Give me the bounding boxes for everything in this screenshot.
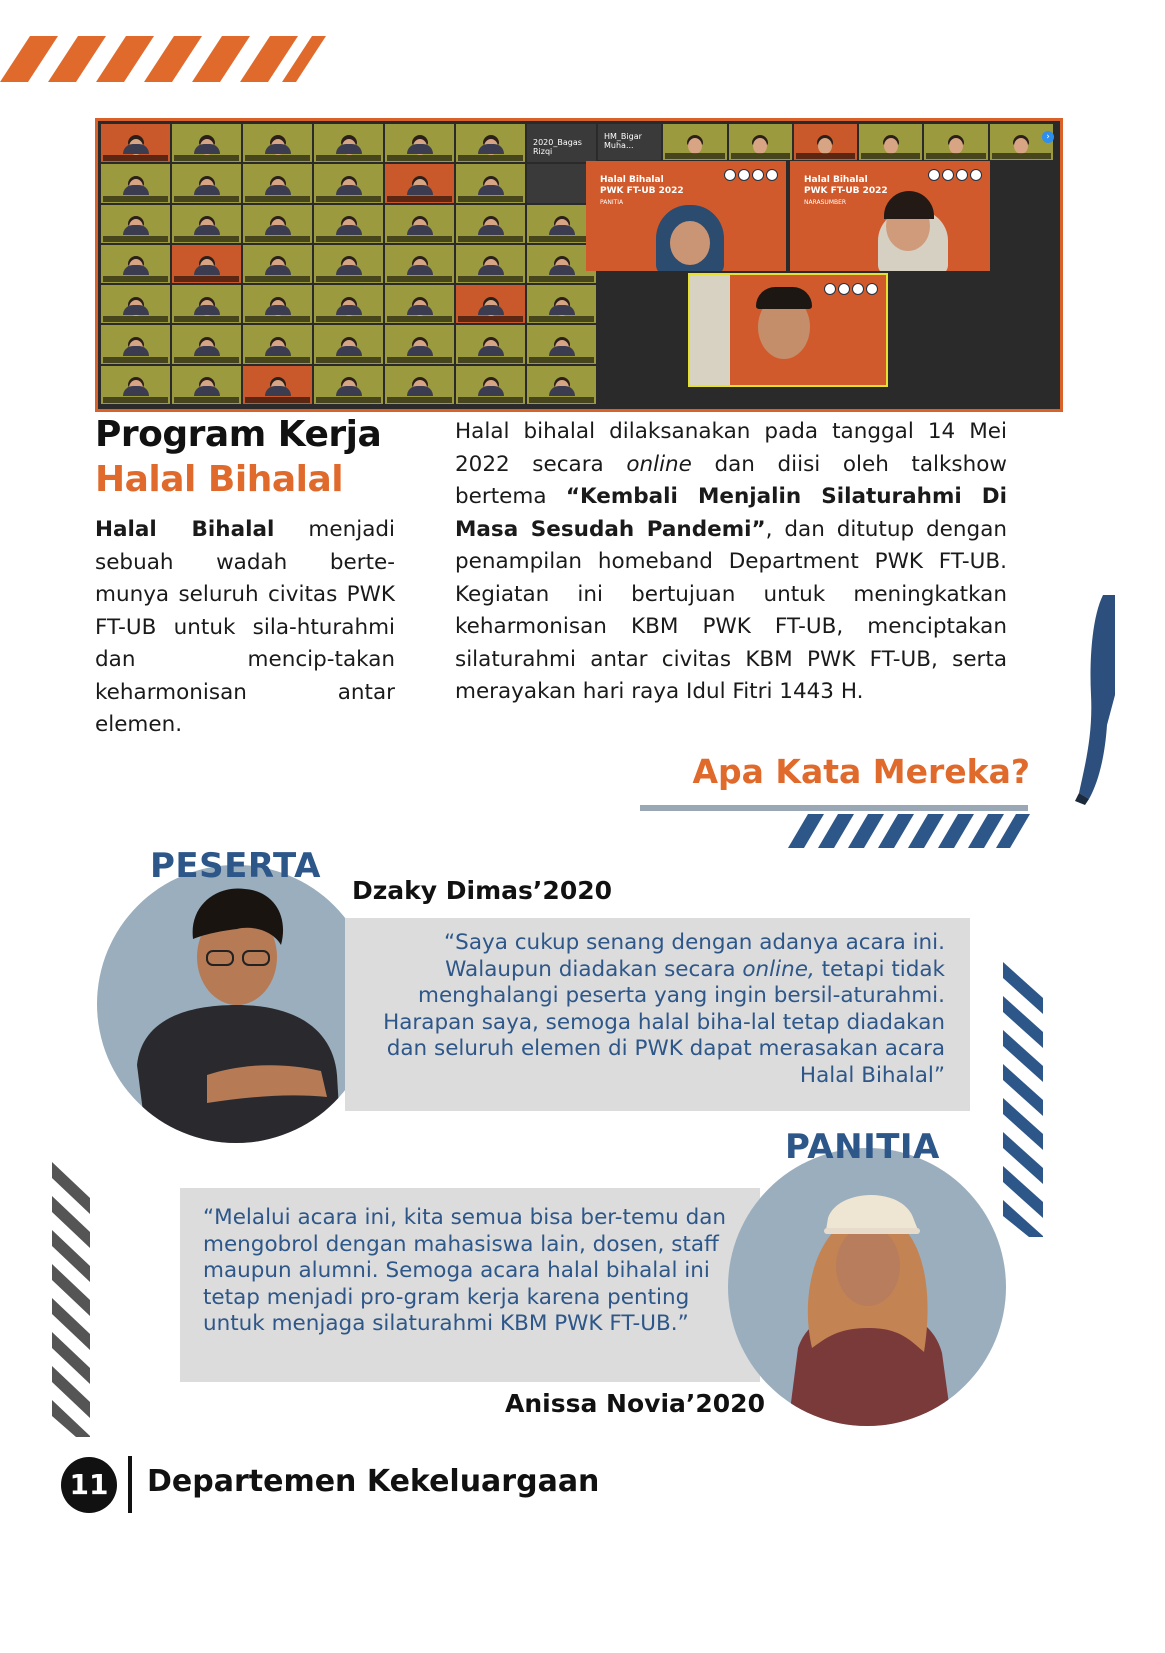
tile-body bbox=[336, 225, 362, 235]
participant-tile bbox=[385, 124, 454, 162]
para-online: online bbox=[626, 451, 692, 477]
tile-face bbox=[949, 138, 963, 154]
tile-body bbox=[407, 265, 433, 275]
tile-tag bbox=[458, 276, 523, 282]
tile-tag bbox=[245, 276, 310, 282]
participant-tile bbox=[385, 366, 454, 404]
zoom-meeting-photo bbox=[95, 118, 1063, 412]
participant-tile bbox=[456, 164, 525, 202]
participant-tile bbox=[101, 285, 170, 323]
tile-tag bbox=[387, 196, 452, 202]
tile-body bbox=[123, 144, 149, 154]
participant-tile bbox=[172, 285, 241, 323]
participant-strip bbox=[598, 124, 1053, 160]
tile-tag bbox=[458, 155, 523, 161]
cropped-person-figure bbox=[1075, 595, 1115, 805]
tile-body bbox=[336, 185, 362, 195]
participant-tile bbox=[456, 205, 525, 243]
tile-tag bbox=[316, 155, 381, 161]
participant-tile bbox=[456, 124, 525, 162]
tile-tag bbox=[529, 397, 594, 403]
tile-body bbox=[123, 185, 149, 195]
tile-face bbox=[884, 138, 898, 154]
tile-tag bbox=[103, 316, 168, 322]
participant-tile bbox=[456, 325, 525, 363]
participant-tile bbox=[243, 325, 312, 363]
tile-tag bbox=[387, 397, 452, 403]
participant-tile bbox=[385, 205, 454, 243]
tile-tag bbox=[992, 153, 1051, 159]
tile-tag bbox=[529, 316, 594, 322]
tile-tag bbox=[529, 276, 594, 282]
participant-tile bbox=[243, 366, 312, 404]
tile-body bbox=[478, 265, 504, 275]
tile-tag bbox=[458, 316, 523, 322]
tile-tag bbox=[387, 236, 452, 242]
tile-tag bbox=[731, 153, 790, 159]
tile-tag bbox=[387, 357, 452, 363]
tile-body bbox=[194, 185, 220, 195]
tile-body bbox=[265, 305, 291, 315]
participant-tile bbox=[924, 124, 987, 160]
tile-tag bbox=[245, 316, 310, 322]
para-part-2: dan diisi oleh talkshow bertema bbox=[455, 451, 1007, 509]
section-stripes-decoration bbox=[788, 814, 1030, 848]
participant-tile bbox=[243, 124, 312, 162]
host-hair bbox=[756, 287, 812, 309]
participant-tile bbox=[314, 325, 383, 363]
tile-tag bbox=[387, 316, 452, 322]
moderator-event-title: Halal Bihalal PWK FT-UB 2022 bbox=[600, 175, 684, 196]
participant-tile bbox=[527, 124, 596, 162]
peserta-photo bbox=[97, 865, 375, 1143]
tile-face bbox=[688, 138, 702, 154]
left-stripes-decoration bbox=[52, 1162, 90, 1437]
tile-body bbox=[265, 265, 291, 275]
peserta-quote bbox=[380, 930, 945, 1089]
tile-body bbox=[194, 144, 220, 154]
tile-tag bbox=[174, 155, 239, 161]
participant-tile bbox=[243, 245, 312, 283]
tile-body bbox=[265, 144, 291, 154]
tile-face bbox=[1014, 138, 1028, 154]
participant-tile bbox=[243, 285, 312, 323]
tile-body bbox=[549, 265, 575, 275]
tile-face bbox=[818, 138, 832, 154]
tile-tag bbox=[316, 236, 381, 242]
tile-body bbox=[336, 305, 362, 315]
narasumber-video bbox=[790, 161, 990, 271]
peserta-name: Dzaky Dimas’2020 bbox=[352, 876, 612, 905]
tile-body bbox=[478, 305, 504, 315]
panitia-name: Anissa Novia’2020 bbox=[505, 1389, 765, 1418]
participant-name: HM_Bigar Muha... bbox=[604, 132, 642, 150]
logos bbox=[928, 169, 982, 181]
intro-bold: Halal Bihalal bbox=[95, 517, 275, 542]
participant-tile bbox=[385, 245, 454, 283]
tile-tag bbox=[103, 236, 168, 242]
tile-tag bbox=[174, 276, 239, 282]
tile-body bbox=[265, 386, 291, 396]
participant-name: 2020_Bagas Rizqi bbox=[533, 138, 582, 156]
tile-tag bbox=[174, 196, 239, 202]
participant-tile bbox=[314, 124, 383, 162]
tile-tag bbox=[665, 153, 724, 159]
tile-body bbox=[336, 144, 362, 154]
page-number: 11 bbox=[61, 1457, 117, 1513]
tile-body bbox=[336, 346, 362, 356]
tile-body bbox=[194, 386, 220, 396]
participant-tile bbox=[598, 124, 661, 160]
tile-tag bbox=[245, 155, 310, 161]
moderator-face bbox=[670, 221, 710, 265]
tile-tag bbox=[796, 153, 855, 159]
intro-text: menjadi sebuah wadah berte-munya seluruh civitas PWK FT-UB untuk sila-hturahmi dan mencip-takan keharmonisan antar elemen. bbox=[95, 517, 395, 737]
department-name: Departemen Kekeluargaan bbox=[147, 1464, 600, 1499]
para-theme: “Kembali Menjalin Silaturahmi Di Masa Sesudah Pandemi” bbox=[455, 484, 1007, 542]
tile-tag bbox=[316, 196, 381, 202]
peserta-label: PESERTA bbox=[150, 846, 321, 886]
tile-body bbox=[549, 346, 575, 356]
tile-body bbox=[336, 265, 362, 275]
tile-body bbox=[194, 225, 220, 235]
participant-tile bbox=[663, 124, 726, 160]
tile-tag bbox=[245, 236, 310, 242]
quote1-online: online, bbox=[742, 956, 815, 982]
section-title: Apa Kata Mereka? bbox=[692, 752, 1030, 791]
panitia-label: PANITIA bbox=[785, 1127, 940, 1167]
participant-tile bbox=[527, 285, 596, 323]
tile-body bbox=[478, 185, 504, 195]
right-stripes-decoration bbox=[1003, 962, 1043, 1237]
tile-body bbox=[407, 144, 433, 154]
participant-tile bbox=[101, 325, 170, 363]
tile-tag bbox=[316, 357, 381, 363]
tile-body bbox=[123, 225, 149, 235]
participant-tile bbox=[101, 164, 170, 202]
tile-tag bbox=[245, 357, 310, 363]
tile-body bbox=[549, 305, 575, 315]
tile-tag bbox=[174, 397, 239, 403]
participant-tile bbox=[990, 124, 1053, 160]
participant-tile bbox=[243, 205, 312, 243]
tile-tag bbox=[103, 155, 168, 161]
tile-body bbox=[407, 346, 433, 356]
tile-tag bbox=[861, 153, 920, 159]
tile-tag bbox=[245, 196, 310, 202]
participant-tile bbox=[794, 124, 857, 160]
section-underline bbox=[640, 805, 1028, 811]
tile-tag bbox=[316, 316, 381, 322]
participant-tile bbox=[101, 124, 170, 162]
header-stripes-decoration bbox=[0, 36, 340, 82]
participant-tile bbox=[172, 245, 241, 283]
participant-tile bbox=[456, 285, 525, 323]
participant-tile bbox=[314, 164, 383, 202]
panitia-quote: “Melalui acara ini, kita semua bisa ber-temu dan mengobrol dengan mahasiswa lain, dosen, staff maupun alumni. Semoga acara halal bihalal ini tetap menjadi pro-gram kerja karena penting untuk menjaga silaturahmi KBM PWK FT-UB.” bbox=[203, 1205, 727, 1336]
tile-body bbox=[336, 386, 362, 396]
intro-paragraph bbox=[95, 514, 395, 742]
participant-tile bbox=[729, 124, 792, 160]
narasumber-role: NARASUMBER bbox=[804, 199, 847, 206]
tile-tag bbox=[174, 316, 239, 322]
tile-body bbox=[123, 305, 149, 315]
tile-tag bbox=[174, 236, 239, 242]
tile-body bbox=[194, 346, 220, 356]
participant-grid bbox=[101, 124, 596, 404]
peserta-portrait bbox=[97, 865, 375, 1143]
tile-tag bbox=[458, 236, 523, 242]
panitia-photo bbox=[728, 1148, 1006, 1426]
tile-body bbox=[265, 185, 291, 195]
tile-tag bbox=[458, 196, 523, 202]
participant-tile bbox=[172, 325, 241, 363]
participant-tile bbox=[527, 325, 596, 363]
quote1-part-1: “Saya cukup senang dengan adanya acara ini. Walaupun diadakan secara bbox=[444, 930, 945, 982]
participant-tile bbox=[172, 366, 241, 404]
tile-body bbox=[265, 346, 291, 356]
tile-body bbox=[194, 265, 220, 275]
moderator-video bbox=[586, 161, 786, 271]
tile-tag bbox=[103, 357, 168, 363]
host-video bbox=[688, 273, 888, 387]
participant-tile bbox=[314, 366, 383, 404]
participant-tile bbox=[456, 366, 525, 404]
tile-tag bbox=[458, 397, 523, 403]
participant-tile bbox=[314, 205, 383, 243]
logos bbox=[724, 169, 778, 181]
quote1-part-2: tetapi tidak menghalangi peserta yang ingin bersil-aturahmi. Harapan saya, semoga halal biha-lal tetap diadakan dan seluruh elemen di PWK dapat merasakan acara Halal Bihalal” bbox=[383, 956, 945, 1088]
participant-tile bbox=[314, 285, 383, 323]
tile-body bbox=[123, 386, 149, 396]
tile-tag bbox=[103, 397, 168, 403]
moderator-role: PANITIA bbox=[600, 199, 624, 206]
zoom-gallery bbox=[98, 121, 1060, 409]
participant-tile bbox=[172, 205, 241, 243]
tile-tag bbox=[529, 357, 594, 363]
panitia-portrait bbox=[728, 1148, 1006, 1426]
tile-tag bbox=[245, 397, 310, 403]
participant-tile bbox=[243, 164, 312, 202]
para-part-3: , dan ditutup dengan penampilan homeband Department PWK FT-UB. Kegiatan ini bertujuan untuk meningkatkan keharmonisan KBM PWK FT-UB, menciptakan silaturahmi antar civitas KBM PWK FT-UB, serta merayakan hari raya Idul Fitri 1443 H. bbox=[455, 516, 1007, 704]
chevron-right-icon[interactable]: › bbox=[1042, 131, 1054, 143]
tile-tag bbox=[316, 397, 381, 403]
participant-tile bbox=[527, 366, 596, 404]
participant-tile bbox=[101, 245, 170, 283]
article-title: Program Kerja bbox=[95, 414, 382, 455]
tile-body bbox=[478, 386, 504, 396]
participant-tile bbox=[172, 124, 241, 162]
tile-tag bbox=[387, 155, 452, 161]
tile-face bbox=[753, 138, 767, 154]
para-part-1: Halal bihalal dilaksanakan pada tanggal 14 Mei 2022 secara bbox=[455, 419, 1007, 477]
tile-body bbox=[123, 346, 149, 356]
tile-tag bbox=[387, 276, 452, 282]
participant-tile bbox=[385, 285, 454, 323]
tile-body bbox=[407, 225, 433, 235]
tile-tag bbox=[316, 276, 381, 282]
tile-body bbox=[194, 305, 220, 315]
participant-tile bbox=[385, 164, 454, 202]
tile-tag bbox=[103, 276, 168, 282]
tile-body bbox=[407, 305, 433, 315]
tile-tag bbox=[926, 153, 985, 159]
tile-body bbox=[123, 265, 149, 275]
tile-body bbox=[549, 225, 575, 235]
tile-body bbox=[478, 225, 504, 235]
footer-divider bbox=[128, 1456, 132, 1513]
tile-tag bbox=[103, 196, 168, 202]
logos bbox=[824, 283, 878, 295]
main-paragraph bbox=[455, 416, 1007, 709]
participant-tile bbox=[456, 245, 525, 283]
room-wall bbox=[690, 275, 730, 385]
tile-body bbox=[549, 386, 575, 396]
participant-tile bbox=[101, 366, 170, 404]
tile-body bbox=[265, 225, 291, 235]
participant-tile bbox=[859, 124, 922, 160]
participant-tile bbox=[101, 205, 170, 243]
tile-tag bbox=[529, 236, 594, 242]
article-subtitle: Halal Bihalal bbox=[95, 459, 344, 500]
narasumber-event-title: Halal Bihalal PWK FT-UB 2022 bbox=[804, 175, 888, 196]
participant-tile bbox=[172, 164, 241, 202]
tile-body bbox=[407, 185, 433, 195]
tile-body bbox=[407, 386, 433, 396]
tile-body bbox=[478, 346, 504, 356]
tile-tag bbox=[458, 357, 523, 363]
tile-tag bbox=[174, 357, 239, 363]
participant-tile bbox=[314, 245, 383, 283]
tile-body bbox=[478, 144, 504, 154]
participant-tile bbox=[385, 325, 454, 363]
